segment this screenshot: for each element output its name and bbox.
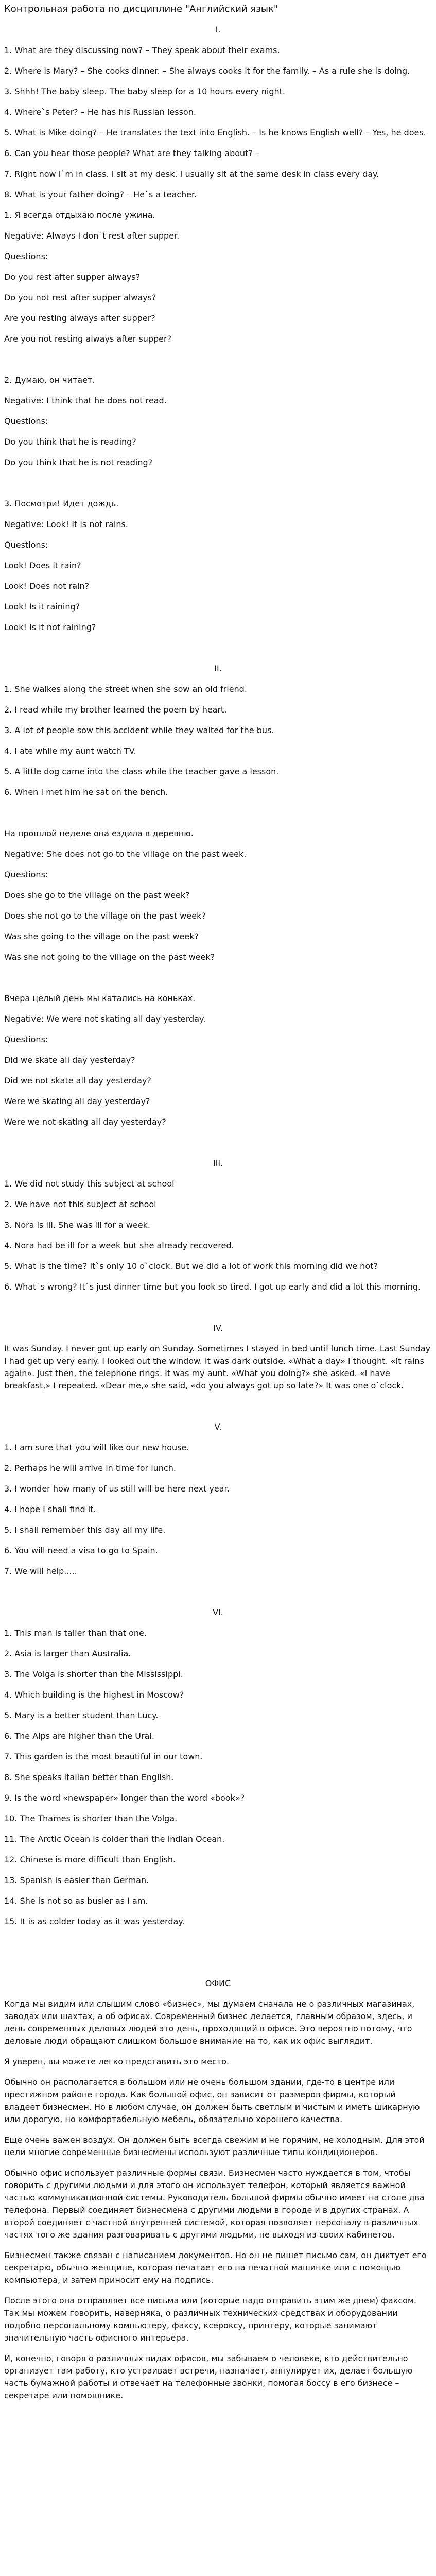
exercise-item: 7. We will help..... (4, 1566, 77, 1576)
question-form: Does she not go to the village on the past week? (4, 911, 206, 921)
exercise-item: 14. She is not so as busier as I am. (4, 1896, 148, 1906)
blank-line (4, 1586, 432, 1598)
exercise-item: 15. It is as colder today as it was yesterday. (4, 1917, 185, 1926)
questions-label: Questions: (4, 251, 48, 261)
exercise-item: 7. Right now I`m in class. I sit at my desk. I usually sit at the same desk in class every day. (4, 169, 379, 179)
negative-form: Negative: She does not go to the village on the past week. (4, 849, 247, 859)
exercise-item: 6. When I met him he sat on the bench. (4, 787, 168, 797)
essay-paragraph: Обычно офис использует различные формы связи. Бизнесмен часто нуждается в том, чтобы говорить с другими людьми и для этого он использует телефон, который является важной частью коммуникационной системы. Руководитель большой фирмы обычно имеет на столе два телефона. Первый соединяет бизнесмена с другими людьми в городе и в других странах. А второй соединяет с частной внутренней системой, которая позволяет персоналу в различных частях того же здания разговаривать с другими людьми, не выходя из своих кабинетов. (4, 2168, 425, 2240)
blank-line (4, 1400, 432, 1413)
exercise-item: 2. Asia is larger than Australia. (4, 1649, 131, 1658)
exercise-item: 3. A lot of people sow this accident while they waited for the bus. (4, 725, 274, 735)
blank-line (4, 972, 432, 984)
questions-label: Questions: (4, 1035, 48, 1044)
negative-form: Negative: We were not skating all day yesterday. (4, 1014, 206, 1024)
essay-paragraph: Когда мы видим или слышим слово «бизнес», мы думаем сначала не о различных магазинах, заводах или шахтах, а об офисах. Современный бизнес делается, главным образом, здесь, и день современных деловых людей это день, проходящий в офисе. Это вероятно потому, что деловые люди обращают слишком большое внимание на то, как их офис выглядит. (4, 1999, 415, 2046)
story-paragraph: It was Sunday. I never got up early on Sunday. Sometimes I stayed in bed until lunch time. Last Sunday I had get up very early. I looked out the window. It was dark outside. «What a day» I thought. «It rains again». Just then, the telephone rings. It was my aunt. «What you doing?» she asked. «I have breakfast,» I repeated. «Dear me,» she said, «do you always got up so late?» It was one o`clock. (4, 1344, 431, 1391)
exercise-item: 1. I am sure that you will like our new house. (4, 1443, 189, 1452)
question-form: Do you not rest after supper always? (4, 293, 156, 302)
question-form: Are you resting always after supper? (4, 313, 155, 323)
section-heading-4: IV. (213, 1323, 223, 1333)
section-heading-3: III. (213, 1158, 223, 1168)
translation-sentence: 3. Посмотри! Идет дождь. (4, 499, 119, 509)
exercise-item: 4. Which building is the highest in Moscow? (4, 1690, 184, 1700)
exercise-item: 7. This garden is the most beautiful in our town. (4, 1752, 203, 1761)
translation-sentence: На прошлой неделе она ездила в деревню. (4, 828, 194, 838)
blank-line (4, 1936, 432, 1948)
exercise-item: 5. I shall remember this day all my life. (4, 1525, 166, 1535)
exercise-item: 1. She walkes along the street when she sow an old friend. (4, 684, 247, 694)
question-form: Did we skate all day yesterday? (4, 1055, 135, 1065)
negative-form: Negative: Look! It is not rains. (4, 519, 128, 529)
essay-paragraph: Бизнесмен также связан с написанием документов. Но он не пишет письмо сам, он диктует его секретарю, обычно женщине, которая печатает его на печатной машинке или с помощью компьютера, и затем приносит ему на подпись. (4, 2250, 427, 2285)
essay-paragraph: После этого она отправляет все письма или (которые надо отправить этим же днем) факсом. Так мы можем говорить, наверняка, о различных технических средствах и оборудовании подобно персональному компьютеру, факсу, ксероксу, принтеру, которые занимают значительную часть офисного интерьера. (4, 2296, 417, 2343)
exercise-item: 6. You will need a visa to go to Spain. (4, 1546, 158, 1555)
exercise-item: 2. I read while my brother learned the poem by heart. (4, 705, 227, 715)
question-form: Do you rest after supper always? (4, 272, 141, 282)
question-form: Was she not going to the village on the past week? (4, 952, 215, 962)
exercise-item: 10. The Thames is shorter than the Volga. (4, 1814, 178, 1823)
question-form: Do you think that he is reading? (4, 437, 136, 447)
exercise-item: 2. Perhaps he will arrive in time for lunch. (4, 1463, 176, 1473)
question-form: Were we skating all day yesterday? (4, 1096, 150, 1106)
exercise-item: 5. What is Mike doing? – He translates the text into English. – Is he knows English well? – Yes, he does. (4, 128, 426, 138)
questions-label: Questions: (4, 416, 48, 426)
questions-label: Questions: (4, 540, 48, 550)
essay-title: ОФИС (205, 1978, 231, 1988)
translation-sentence: 2. Думаю, он читает. (4, 375, 95, 385)
essay-paragraph: Я уверен, вы можете легко представить это место. (4, 2057, 230, 2066)
negative-form: Negative: I think that he does not read. (4, 396, 167, 405)
exercise-item: 4. Nora had be ill for a week but she already recovered. (4, 1241, 234, 1250)
essay-paragraph: Обычно он располагается в большом или не очень большом здании, где-то в центре или престижном районе города. Как большой офис, он зависит от размеров фирмы, который владеет бизнесмен. Но в любом случае, он должен быть светлым и чистым и иметь шикарную или дорогую, но комфортабельную мебель, обязательно хорошего качества. (4, 2077, 420, 2124)
exercise-item: 1. What are they discussing now? – They speak about their exams. (4, 45, 280, 55)
question-form: Look! Does it rain? (4, 561, 81, 570)
question-form: Was she going to the village on the past week? (4, 931, 199, 941)
exercise-item: 13. Spanish is easier than German. (4, 1875, 149, 1885)
question-form: Were we not skating all day yesterday? (4, 1117, 166, 1127)
section-heading-5: V. (214, 1422, 222, 1432)
exercise-item: 1. We did not study this subject at school (4, 1179, 175, 1189)
exercise-item: 8. What is your father doing? – He`s a teacher. (4, 190, 197, 199)
exercise-item: 8. She speaks Italian better than English. (4, 1772, 174, 1782)
exercise-item: 5. What is the time? It`s only 10 o`clock. But we did a lot of work this morning did we not? (4, 1261, 378, 1271)
exercise-item: 3. The Volga is shorter than the Mississippi. (4, 1669, 183, 1679)
document-title: Контрольная работа по дисциплине "Английский язык" (4, 4, 278, 14)
exercise-item: 6. The Alps are higher than the Ural. (4, 1731, 154, 1741)
question-form: Look! Is it raining? (4, 602, 80, 612)
section-heading-2: II. (214, 664, 222, 673)
blank-line (4, 477, 432, 489)
exercise-item: 2. We have not this subject at school (4, 1199, 156, 1209)
exercise-item: 3. I wonder how many of us still will be here next year. (4, 1484, 230, 1494)
exercise-item: 5. A little dog came into the class while the teacher gave a lesson. (4, 767, 279, 776)
negative-form: Negative: Always I don`t rest after supper. (4, 231, 180, 241)
question-form: Did we not skate all day yesterday? (4, 1076, 151, 1086)
exercise-item: 12. Chinese is more difficult than English. (4, 1855, 176, 1865)
exercise-item: 4. I hope I shall find it. (4, 1504, 96, 1514)
exercise-item: 11. The Arctic Ocean is colder than the Indian Ocean. (4, 1834, 225, 1844)
section-heading-1: I. (215, 25, 221, 35)
question-form: Look! Does not rain? (4, 581, 90, 591)
section-heading-6: VI. (213, 1607, 223, 1617)
question-form: Does she go to the village on the past week? (4, 890, 190, 900)
blank-line (4, 1301, 432, 1314)
exercise-item: 5. Mary is a better student than Lucy. (4, 1710, 159, 1720)
blank-line (4, 353, 432, 366)
exercise-item: 6. Can you hear those people? What are they talking about? – (4, 148, 260, 158)
exercise-item: 3. Nora is ill. She was ill for a week. (4, 1220, 151, 1230)
exercise-item: 3. Shhh! The baby sleep. The baby sleep for a 10 hours every night. (4, 87, 285, 96)
translation-sentence: 1. Я всегда отдыхаю после ужина. (4, 210, 155, 220)
question-form: Do you think that he is not reading? (4, 457, 153, 467)
question-form: Are you not resting always after supper? (4, 334, 172, 344)
exercise-item: 4. I ate while my aunt watch TV. (4, 746, 136, 756)
question-form: Look! Is it not raining? (4, 622, 96, 632)
exercise-item: 1. This man is taller than that one. (4, 1628, 147, 1638)
essay-paragraph: Еще очень важен воздух. Он должен быть всегда свежим и не горячим, не холодным. Для этой цели многие современные бизнесмены используют различные типы кондиционеров. (4, 2135, 425, 2157)
questions-label: Questions: (4, 870, 48, 879)
translation-sentence: Вчера целый день мы катались на коньках. (4, 993, 196, 1003)
blank-line (4, 1137, 432, 1149)
blank-line (4, 807, 432, 819)
blank-line (4, 1957, 432, 1969)
exercise-item: 4. Where`s Peter? – He has his Russian lesson. (4, 107, 196, 117)
essay-paragraph: И, конечно, говоря о различных видах офисов, мы забываем о человеке, кто действительно организует там работу, кто устраивает встречи, назначает, аннулирует их, делает большую часть бумажной работы и отвечает на телефонные звонки, помогая боссу в его бизнесе – секретаре или помощнике. (4, 2353, 413, 2400)
blank-line (4, 642, 432, 654)
exercise-item: 6. What`s wrong? It`s just dinner time but you look so tired. I got up early and did a lot this morning. (4, 1282, 421, 1292)
exercise-item: 2. Where is Mary? – She cooks dinner. – She always cooks it for the family. – As a rule she is doing. (4, 66, 410, 76)
exercise-item: 9. Is the word «newspaper» longer than the word «book»? (4, 1793, 245, 1803)
